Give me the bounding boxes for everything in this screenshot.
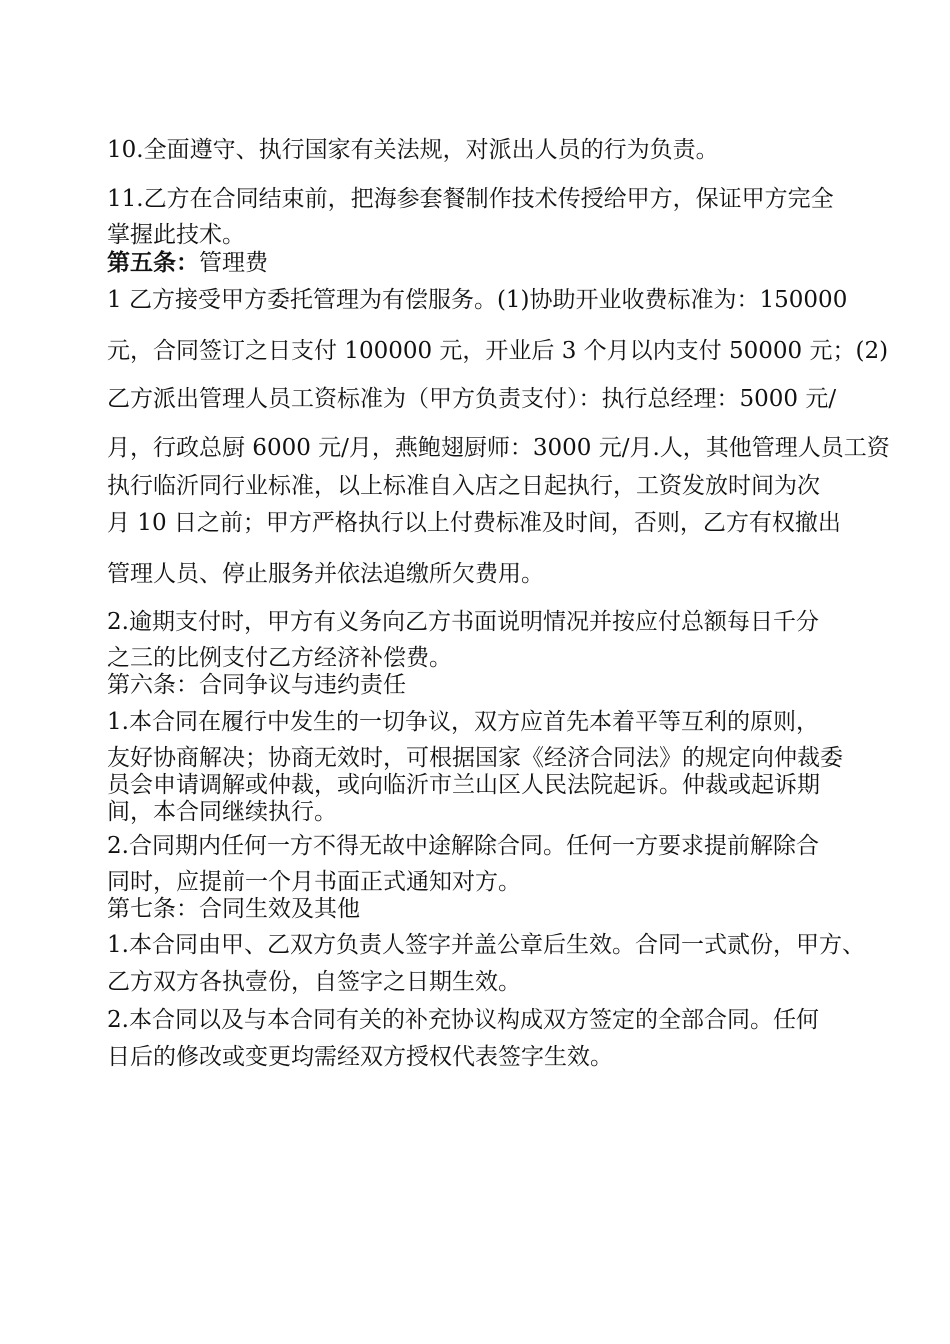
article-5-line: 元，合同签订之日支付 100000 元，开业后 3 个月以内支付 50000 元；(2)	[107, 338, 889, 364]
article-5-line: 月，行政总厨 6000 元/月，燕鲍翅厨师：3000 元/月.人，其他管理人员工资	[107, 435, 890, 461]
article-7-line: 乙方双方各执壹份，自签字之日期生效。	[107, 969, 521, 995]
article-5-line: 乙方派出管理人员工资标准为（甲方负责支付）：执行总经理：5000 元/	[107, 386, 837, 412]
clause-10: 10.全面遵守、执行国家有关法规，对派出人员的行为负责。	[107, 137, 719, 163]
article-6-line: 1.本合同在履行中发生的一切争议，双方应首先本着平等互利的原则，	[107, 709, 819, 735]
article-5-heading-title: 管理费	[199, 250, 268, 276]
article-5-line: 1 乙方接受甲方委托管理为有偿服务。(1)协助开业收费标准为：150000	[107, 287, 848, 313]
article-6-line: 2.合同期内任何一方不得无故中途解除合同。任何一方要求提前解除合	[107, 833, 819, 859]
clause-11-line-2: 掌握此技术。	[107, 222, 245, 248]
article-5-heading	[107, 249, 268, 277]
article-5-line: 2.逾期支付时，甲方有义务向乙方书面说明情况并按应付总额每日千分	[107, 609, 819, 635]
article-7-line: 1.本合同由甲、乙双方负责人签字并盖公章后生效。合同一式贰份，甲方、	[107, 932, 865, 958]
article-6-line: 员会申请调解或仲裁，或向临沂市兰山区人民法院起诉。仲裁或起诉期	[107, 772, 820, 798]
article-7-line: 2.本合同以及与本合同有关的补充协议构成双方签定的全部合同。任何	[107, 1007, 819, 1033]
article-5-line: 管理人员、停止服务并依法追缴所欠费用。	[107, 561, 544, 587]
article-7-line: 日后的修改或变更均需经双方授权代表签字生效。	[107, 1044, 613, 1070]
article-5-heading-label: 第五条：	[107, 249, 199, 276]
article-6-heading: 第六条：合同争议与违约责任	[107, 672, 406, 698]
article-5-line: 月 10 日之前；甲方严格执行以上付费标准及时间，否则，乙方有权撤出	[107, 510, 841, 536]
article-5-line: 之三的比例支付乙方经济补偿费。	[107, 645, 452, 671]
article-6-line: 间，本合同继续执行。	[107, 799, 337, 825]
article-5-line: 执行临沂同行业标准，以上标准自入店之日起执行，工资发放时间为次	[107, 473, 820, 499]
article-7-heading: 第七条：合同生效及其他	[107, 896, 360, 922]
article-6-line: 同时，应提前一个月书面正式通知对方。	[107, 869, 521, 895]
article-6-line: 友好协商解决；协商无效时，可根据国家《经济合同法》的规定向仲裁委	[107, 745, 843, 771]
clause-11-line-1: 11.乙方在合同结束前，把海参套餐制作技术传授给甲方，保证甲方完全	[107, 186, 834, 212]
